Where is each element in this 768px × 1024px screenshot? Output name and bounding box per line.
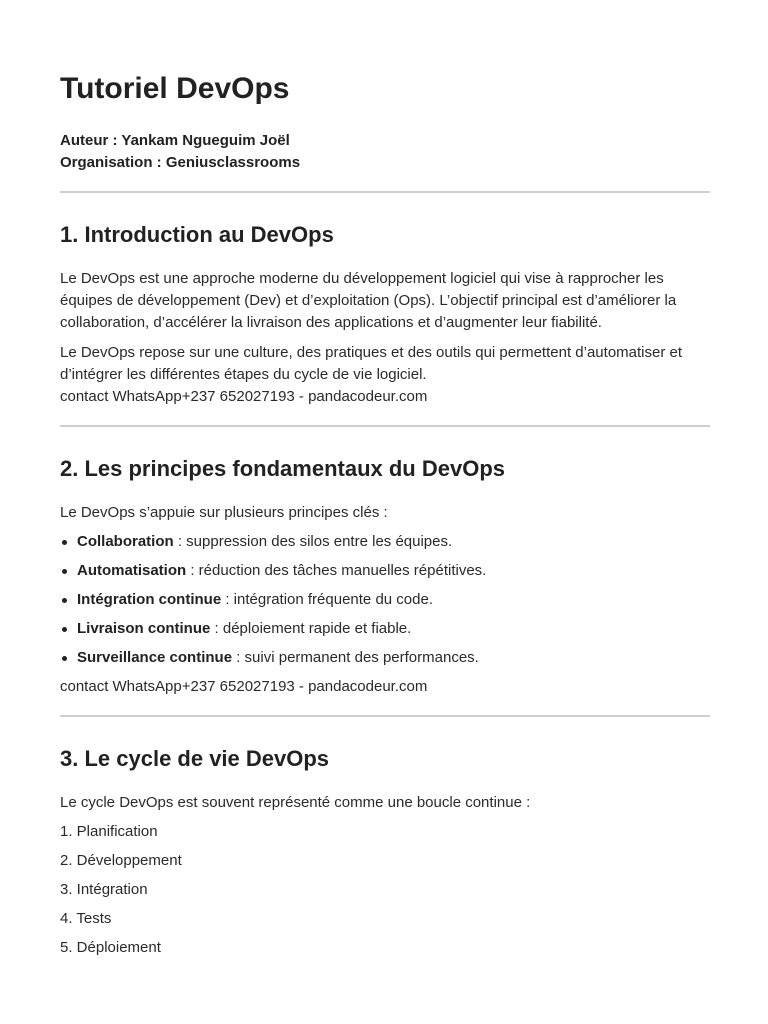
list-item bbox=[60, 618, 710, 640]
lifecycle-steps bbox=[60, 821, 710, 959]
paragraph: Le DevOps repose sur une culture, des pratiques et des outils qui permettent d’automatiser et d’intégrer les différentes étapes du cycle de vie logiciel. bbox=[60, 344, 683, 383]
principle-term: Collaboration bbox=[77, 533, 174, 550]
divider bbox=[60, 425, 710, 427]
divider bbox=[60, 715, 710, 717]
list-item bbox=[60, 647, 710, 669]
section-introduction bbox=[60, 220, 710, 408]
principle-term: Surveillance continue bbox=[77, 649, 233, 666]
paragraph: Le DevOps est une approche moderne du développement logiciel qui vise à rapprocher les équipes de développement (Dev) et d’exploitation (Ops). L’objectif principal est d’améliorer la collaboration, d’accélérer la livraison des applications et d’augmenter leur fiabilité. bbox=[60, 270, 677, 331]
author-line: Auteur : Yankam Ngueguim Joël bbox=[60, 132, 290, 149]
bullet-icon bbox=[62, 569, 67, 574]
bullet-icon bbox=[62, 627, 67, 632]
contact-line: contact WhatsApp+237 652027193 - pandacodeur.com bbox=[60, 388, 428, 405]
bullet-icon bbox=[62, 540, 67, 545]
section-heading: 1. Introduction au DevOps bbox=[60, 222, 334, 247]
section-heading: 2. Les principes fondamentaux du DevOps bbox=[60, 456, 505, 481]
contact-line: contact WhatsApp+237 652027193 - pandacodeur.com bbox=[60, 678, 428, 695]
list-item: 2. Développement bbox=[60, 852, 182, 869]
paragraph: Le cycle DevOps est souvent représenté comme une boucle continue : bbox=[60, 794, 531, 811]
bullet-icon bbox=[62, 656, 67, 661]
bullet-icon bbox=[62, 598, 67, 603]
document-title: Tutoriel DevOps bbox=[60, 72, 290, 105]
organisation-line: Organisation : Geniusclassrooms bbox=[60, 154, 301, 171]
principle-term: Intégration continue bbox=[77, 591, 222, 608]
principle-description: : suppression des silos entre les équipes. bbox=[173, 533, 453, 550]
list-item bbox=[60, 589, 710, 611]
paragraph: Le DevOps s’appuie sur plusieurs principes clés : bbox=[60, 504, 388, 521]
principle-description: : déploiement rapide et fiable. bbox=[210, 620, 412, 637]
list-item: 3. Intégration bbox=[60, 881, 148, 898]
principles-list bbox=[60, 531, 710, 669]
principle-term: Automatisation bbox=[77, 562, 187, 579]
section-heading: 3. Le cycle de vie DevOps bbox=[60, 746, 330, 771]
list-item: 1. Planification bbox=[60, 823, 158, 840]
list-item bbox=[60, 560, 710, 582]
list-item: 4. Tests bbox=[60, 910, 112, 927]
principle-description: : réduction des tâches manuelles répétitives. bbox=[186, 562, 487, 579]
section-lifecycle bbox=[60, 744, 710, 959]
principle-term: Livraison continue bbox=[77, 620, 211, 637]
list-item bbox=[60, 531, 710, 553]
section-principles bbox=[60, 454, 710, 698]
document-meta bbox=[60, 130, 710, 174]
principle-description: : suivi permanent des performances. bbox=[232, 649, 479, 666]
principle-description: : intégration fréquente du code. bbox=[221, 591, 433, 608]
divider bbox=[60, 191, 710, 193]
list-item: 5. Déploiement bbox=[60, 939, 161, 956]
